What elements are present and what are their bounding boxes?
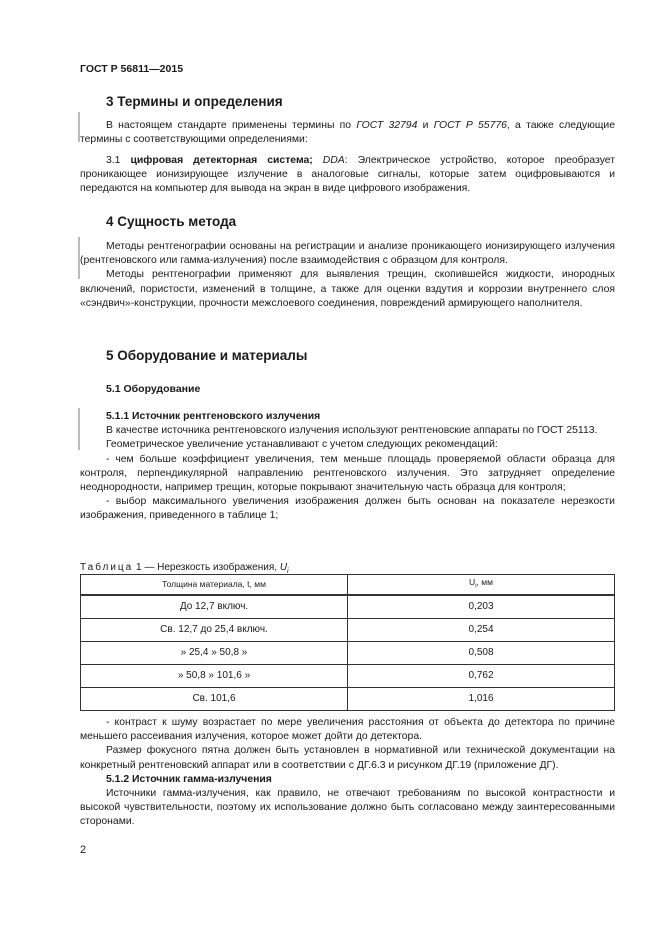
cell-value: 0,203 [348,595,615,619]
column-header-thickness: Толщина материала, t, мм [81,575,348,595]
section-5-list-item-3: - контраст к шуму возрастает по мере увеличения расстояния от объекта до детектора по причине меньшего рассеивания излучения, которое может дойти до детектора. [80,717,615,743]
term-3-1: 3.1 цифровая детекторная система; DDA: Электрическое устройство, которое преобразует проникающее ионизирующее излучение в аналоговые сигналы, которые затем оцифровываются и передаются на компьютер для вывода на экран в виде цифрового изображения. [80,155,615,195]
section-4-paragraph-2: Методы рентгенографии применяют для выявления трещин, скопившейся жидкости, инородных включений, пористости, изменений в толщине, а также для оценки вздутия и коррозии внутреннего слоя «сэндвич»-конструкции, прочности межслоевого соединения, повреждений армирующего наполнителя. [80,269,615,309]
page-number: 2 [80,844,87,856]
section-5-continued [80,716,615,830]
table-row [81,641,615,664]
cell-value: 0,254 [348,618,615,641]
section-5-title: 5 Оборудование и материалы [106,348,308,363]
table-row [81,664,615,687]
section-4-paragraph-1: Методы рентгенографии основаны на регистрации и анализе проникающего ионизирующего излучения (рентгеновского или гамма-излучения) после взаимодействия с образцом для контроля. [80,241,615,267]
section-4-title: 4 Сущность метода [106,214,237,229]
cell-value: 0,508 [348,641,615,664]
table-1-caption: Таблица 1 — Нерезкость изображения, $U_i$ [80,562,289,575]
margin-mark [78,112,80,142]
cell-thickness: Св. 101,6 [81,687,348,710]
reference-gost-32794: ГОСТ 32794 [356,120,418,131]
section-3-body [80,119,615,147]
cell-thickness: Св. 12,7 до 25,4 включ. [81,618,348,641]
section-5-list-item-2: - выбор максимального увеличения изображения должен быть основан на показателе нерезкости изображения, приведенного в таблице 1; [80,496,615,522]
term-abbreviation: DDA [322,155,345,166]
subsection-5-1-title: 5.1 Оборудование [106,383,201,395]
section-4-body [80,240,615,311]
table-row [81,618,615,641]
column-header-unsharpness: $U_i$, мм [348,575,615,595]
cell-thickness: » 50,8 » 101,6 » [81,664,348,687]
subsection-5-1-1-title: 5.1.1 Источник рентгеновского излучения [106,411,321,422]
table-row [81,595,615,619]
term-name: цифровая детекторная система; [130,155,313,166]
table-row [81,687,615,710]
document-header: ГОСТ Р 56811—2015 [80,63,184,75]
subsection-5-1-1 [80,410,615,524]
cell-thickness: » 25,4 » 50,8 » [81,641,348,664]
table-1 [80,574,615,711]
section-5-paragraph-focal-spot: Размер фокусного пятна должен быть установлен в нормативной или технической документации на конкретный рентгеновский аппарат или в соответствии с ДГ.6.3 и рисунком ДГ.19 (приложение ДГ). [80,745,615,771]
section-5-list-item-1: - чем больше коэффициент увеличения, тем меньше площадь проверяемой области образца для контроля, перпендикулярной направлению рентгеновского излучения. Это затрудняет определение неоднородности, например трещин, которые покрывают значительную часть образца для контроля; [80,453,615,494]
section-5-paragraph-2: Геометрическое увеличение устанавливают с учетом следующих рекомендаций: [106,439,498,451]
cell-value: 0,762 [348,664,615,687]
subsection-5-1-2-title: 5.1.2 Источник гамма-излучения [106,773,272,785]
section-3-intro: В настоящем стандарте применены термины по ГОСТ 32794 и ГОСТ Р 55776, а также следующие термины с соответствующими определениями: [80,120,616,146]
table-header-row [81,575,615,595]
section-5-paragraph-gamma: Источники гамма-излучения, как правило, не отвечают требованиям по высокой контрастности и высокой чувствительности, поэтому их использование должно быть согласовано между заинтересованными сторонами. [80,788,615,828]
cell-thickness: До 12,7 включ. [81,595,348,619]
term-definition: : Электрическое устройство, которое преобразует проникающее ионизирующее излучение в аналоговые сигналы, которые затем оцифровываются и передаются на компьютер для вывода на экран в виде цифрового изображения. [80,155,615,195]
reference-gost-r-55776: ГОСТ Р 55776 [433,120,507,131]
cell-value: 1,016 [348,687,615,710]
section-5-paragraph-1: В качестве источника рентгеновского излучения используют рентгеновские аппараты по ГОСТ 25113. [106,425,598,437]
margin-mark [78,237,80,279]
section-3-title: 3 Термины и определения [106,94,283,109]
margin-mark [78,408,80,450]
